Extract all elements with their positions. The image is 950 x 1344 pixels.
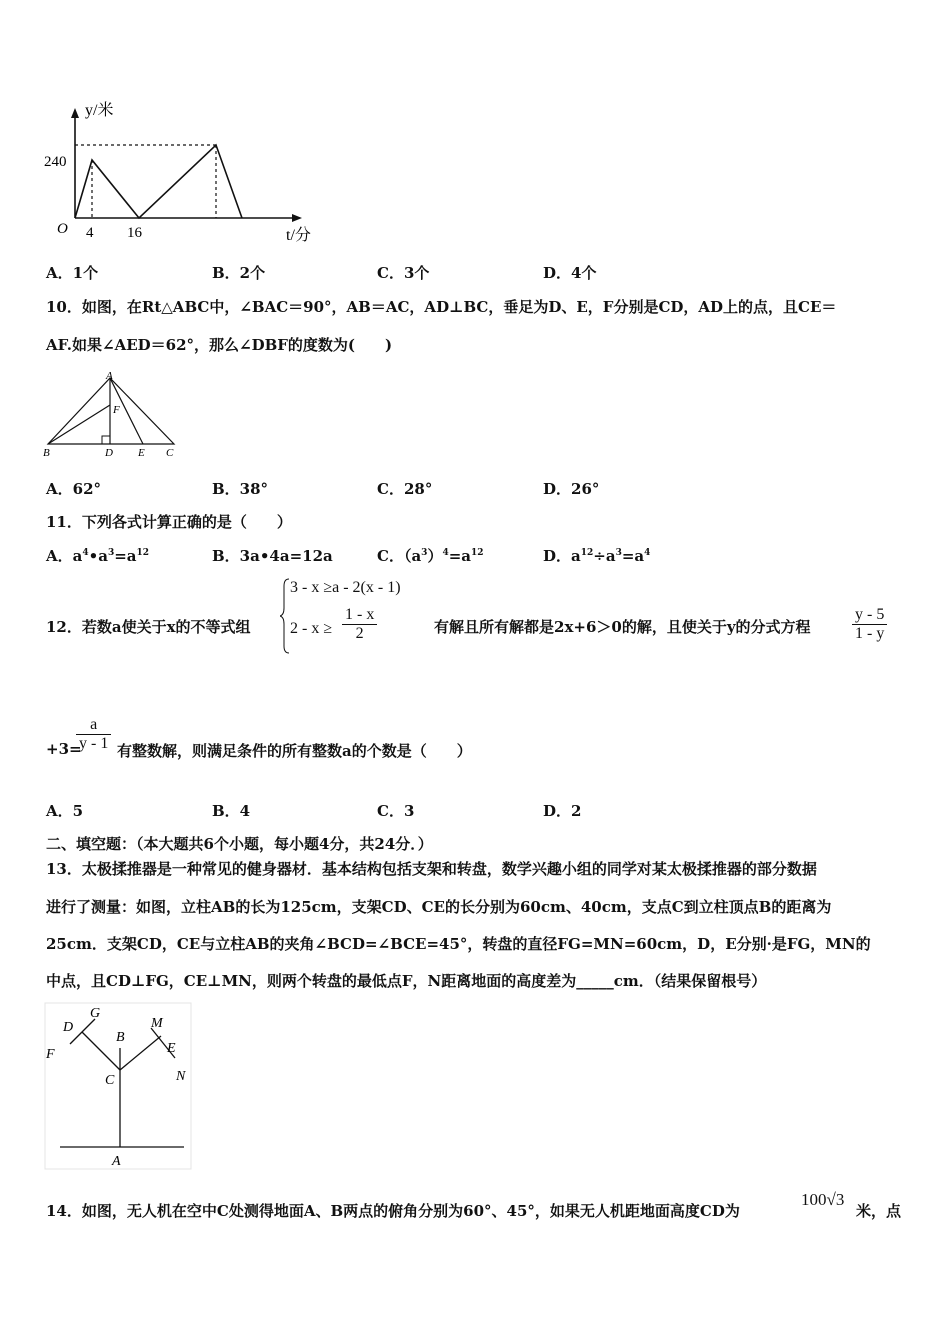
- inequality-fraction: [342, 606, 377, 643]
- q10-stem-line2: AF.如果∠AED＝62°，那么∠DBF的度数为( ): [46, 336, 393, 354]
- label-c: C: [166, 447, 174, 459]
- y-tick-240: 240: [44, 154, 67, 170]
- q14-suffix: 米，点: [856, 1202, 902, 1220]
- q11-option-d: [543, 545, 650, 566]
- section-2-heading: 二、填空题：（本大题共6个小题，每小题4分，共24分．）: [46, 835, 433, 853]
- q14-math-value: 100√3: [801, 1190, 845, 1209]
- q11-a-exp2: 3: [107, 548, 115, 558]
- q12-frac1-num: y - 5: [852, 606, 887, 625]
- q11-a-prefix: A．a: [46, 547, 83, 565]
- q11-c-exp3: 12: [471, 548, 484, 558]
- q11-d-prefix: D．a: [543, 547, 581, 565]
- x-tick-16: 16: [127, 225, 142, 241]
- q11-a-mid: •a: [88, 547, 108, 565]
- label-f: F: [113, 404, 120, 416]
- label-g: G: [90, 1006, 101, 1021]
- q11-stem: 11．下列各式计算正确的是（ ）: [46, 513, 292, 531]
- y-axis-arrow: [71, 108, 79, 118]
- q12-option-c: C．3: [377, 802, 415, 820]
- q11-d-exp3: 4: [644, 548, 651, 558]
- label-c: C: [105, 1073, 115, 1088]
- label-e: E: [167, 1041, 176, 1056]
- taiji-device-figure: [40, 1000, 195, 1172]
- q11-option-b: B．3a•4a=12a: [212, 547, 333, 565]
- x-axis-label: t/分: [286, 227, 311, 244]
- q11-option-c: [377, 545, 484, 566]
- q13-line2: 进行了测量：如图，立柱AB的长为125cm，支架CD、CE的长分别为60cm、40cm，支点C到立柱顶点B的距离为: [46, 898, 832, 916]
- q12-line2-suffix: 有整数解，则满足条件的所有整数a的个数是（ ）: [117, 742, 472, 760]
- label-b: B: [116, 1030, 125, 1045]
- q12-prefix: 12．若数a使关于x的不等式组: [46, 618, 251, 636]
- y-axis-label: y/米: [85, 102, 114, 119]
- q12-fraction2: [76, 716, 111, 753]
- disk-fg: [70, 1019, 95, 1044]
- q11-c-mid: ）: [427, 547, 443, 565]
- inequality-brace: [280, 578, 290, 654]
- label-m: M: [151, 1016, 163, 1031]
- q11-a-exp1: 4: [82, 548, 89, 558]
- q12-frac2-num: a: [76, 716, 111, 735]
- inequality-line1: 3 - x ≥a - 2(x - 1): [290, 579, 401, 596]
- distance-polyline: [75, 145, 242, 218]
- q11-c-eq: =a: [448, 547, 472, 565]
- inequality-frac-num: 1 - x: [342, 606, 377, 625]
- q12-option-d: D．2: [543, 802, 582, 820]
- x-axis-arrow: [292, 214, 302, 222]
- q11-d-mid: ÷a: [593, 547, 616, 565]
- support-ce: [120, 1036, 161, 1070]
- q12-option-b: B．4: [212, 802, 251, 820]
- label-n: N: [176, 1069, 186, 1084]
- q13-line4: 中点，且CD⊥FG，CE⊥MN，则两个转盘的最低点F，N距离地面的高度差为_____cm．（结果保留根号）: [46, 972, 767, 990]
- q9-option-b: B．2个: [212, 264, 266, 282]
- support-cd: [82, 1032, 120, 1070]
- q11-a-exp3: 12: [136, 548, 150, 558]
- q12-middle: 有解且所有解都是2x+6＞0的解，且使关于y的分式方程: [434, 618, 811, 636]
- inequality-frac-den: 2: [355, 625, 364, 642]
- label-a: A: [112, 1154, 121, 1169]
- q13-line1: 13．太极揉推器是一种常见的健身器材．基本结构包括支架和转盘，数学兴趣小组的同学对某太极揉推器的部分数据: [46, 860, 817, 878]
- distance-time-graph: [40, 95, 330, 250]
- q11-c-prefix: C．（a: [377, 547, 422, 565]
- q12-line2-prefix: +3=: [46, 740, 82, 758]
- q12-frac1-den: 1 - y: [855, 625, 885, 642]
- q9-option-c: C．3个: [377, 264, 430, 282]
- label-a: A: [106, 370, 113, 382]
- q10-option-c: C．28°: [377, 480, 433, 498]
- q11-d-exp1: 12: [580, 548, 594, 558]
- label-f: F: [46, 1047, 55, 1062]
- q13-line3: 25cm．支架CD，CE与立柱AB的夹角∠BCD=∠BCE=45°，转盘的直径FG=MN=60cm，D，E分别·是FG，MN的: [46, 935, 871, 953]
- label-d: D: [105, 447, 113, 459]
- q12-option-a: A．5: [46, 802, 84, 820]
- q10-option-a: A．62°: [46, 480, 102, 498]
- x-tick-4: 4: [86, 225, 94, 241]
- right-angle-mark: [102, 436, 110, 444]
- label-d: D: [63, 1020, 74, 1035]
- q11-d-eq: =a: [621, 547, 645, 565]
- label-b: B: [43, 447, 50, 459]
- q12-frac2-den: y - 1: [79, 735, 109, 752]
- q14-prefix: 14．如图，无人机在空中C处测得地面A、B两点的俯角分别为60°、45°，如果无人机距地面高度CD为: [46, 1202, 740, 1220]
- q9-option-d: D．4个: [543, 264, 597, 282]
- origin-label: O: [57, 221, 68, 237]
- q10-stem-line1: 10．如图，在Rt△ABC中，∠BAC＝90°，AB＝AC，AD⊥BC，垂足为D、E，F分别是CD，AD上的点，且CE＝: [46, 298, 837, 316]
- q11-d-exp2: 3: [615, 548, 622, 558]
- q12-fraction1: [852, 606, 887, 643]
- q11-c-exp1: 3: [421, 548, 428, 558]
- label-e: E: [138, 447, 145, 459]
- q11-c-exp2: 4: [442, 548, 449, 558]
- q11-option-a: [46, 545, 149, 566]
- q10-option-d: D．26°: [543, 480, 600, 498]
- triangle-abc-figure: [40, 370, 185, 460]
- q11-a-eq: =a: [114, 547, 137, 565]
- triangle-abc: [48, 378, 174, 444]
- q10-option-b: B．38°: [212, 480, 269, 498]
- inequality-line2-left: 2 - x ≥: [290, 620, 333, 637]
- q9-option-a: A．1个: [46, 264, 99, 282]
